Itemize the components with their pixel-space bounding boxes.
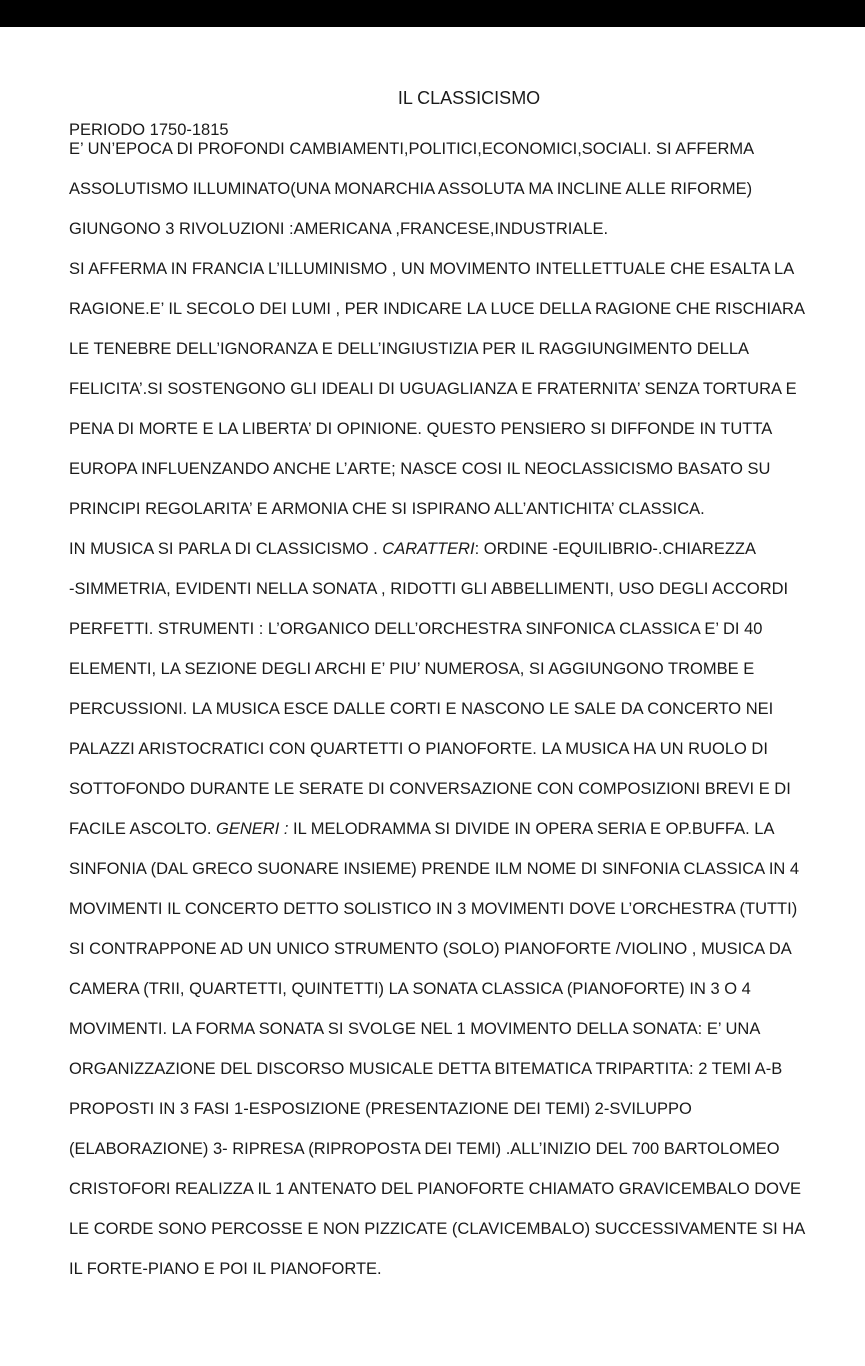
italic-label: CARATTERI: [382, 540, 475, 558]
text-line: [69, 534, 865, 574]
text-line: RAGIONE.E’ IL SECOLO DEI LUMI , PER INDICARE LA LUCE DELLA RAGIONE CHE RISCHIARA: [69, 300, 805, 318]
text-segment: IL MELODRAMMA SI DIVIDE IN OPERA SERIA E OP.BUFFA. LA: [288, 820, 775, 838]
text-line: CAMERA (TRII, QUARTETTI, QUINTETTI) LA SONATA CLASSICA (PIANOFORTE) IN 3 O 4: [69, 980, 751, 998]
text-line: LE TENEBRE DELL’IGNORANZA E DELL’INGIUSTIZIA PER IL RAGGIUNGIMENTO DELLA: [69, 340, 750, 358]
text-line: E’ UN’EPOCA DI PROFONDI CAMBIAMENTI,POLITICI,ECONOMICI,SOCIALI. SI AFFERMA: [69, 140, 755, 158]
text-segment: IN MUSICA SI PARLA DI CLASSICISMO .: [69, 540, 383, 558]
text-line: GIUNGONO 3 RIVOLUZIONI :AMERICANA ,FRANCESE,INDUSTRIALE.: [69, 220, 609, 238]
text-line: SINFONIA (DAL GRECO SUONARE INSIEME) PRENDE ILM NOME DI SINFONIA CLASSICA IN 4: [69, 860, 800, 878]
text-line: IL FORTE-PIANO E POI IL PIANOFORTE.: [69, 1260, 382, 1278]
text-line: PERCUSSIONI. LA MUSICA ESCE DALLE CORTI E NASCONO LE SALE DA CONCERTO NEI: [69, 700, 774, 718]
text-line: LE CORDE SONO PERCOSSE E NON PIZZICATE (CLAVICEMBALO) SUCCESSIVAMENTE SI HA: [69, 1220, 806, 1238]
text-line: MOVIMENTI IL CONCERTO DETTO SOLISTICO IN 3 MOVIMENTI DOVE L’ORCHESTRA (TUTTI): [69, 900, 798, 918]
text-line: ELEMENTI, LA SEZIONE DEGLI ARCHI E’ PIU’ NUMEROSA, SI AGGIUNGONO TROMBE E: [69, 660, 755, 678]
text-line: SI CONTRAPPONE AD UN UNICO STRUMENTO (SOLO) PIANOFORTE /VIOLINO , MUSICA DA: [69, 940, 792, 958]
text-line: [69, 814, 865, 854]
text-segment: : ORDINE -EQUILIBRIO-.CHIAREZZA: [474, 540, 757, 558]
period-line: PERIODO 1750-1815: [69, 121, 229, 139]
italic-label: GENERI :: [216, 820, 289, 838]
text-line: (ELABORAZIONE) 3- RIPRESA (RIPROPOSTA DEI TEMI) .ALL’INIZIO DEL 700 BARTOLOMEO: [69, 1140, 780, 1158]
text-line: FELICITA’.SI SOSTENGONO GLI IDEALI DI UGUAGLIANZA E FRATERNITA’ SENZA TORTURA E: [69, 380, 797, 398]
text-line: PRINCIPI REGOLARITA’ E ARMONIA CHE SI ISPIRANO ALL’ANTICHITA’ CLASSICA.: [69, 500, 705, 518]
text-line: PERFETTI. STRUMENTI : L’ORGANICO DELL’ORCHESTRA SINFONICA CLASSICA E’ DI 40: [69, 620, 763, 638]
text-line: ORGANIZZAZIONE DEL DISCORSO MUSICALE DETTA BITEMATICA TRIPARTITA: 2 TEMI A-B: [69, 1060, 783, 1078]
text-line: PENA DI MORTE E LA LIBERTA’ DI OPINIONE. QUESTO PENSIERO SI DIFFONDE IN TUTTA: [69, 420, 773, 438]
text-line: SI AFFERMA IN FRANCIA L’ILLUMINISMO , UN MOVIMENTO INTELLETTUALE CHE ESALTA LA: [69, 260, 795, 278]
text-line: CRISTOFORI REALIZZA IL 1 ANTENATO DEL PIANOFORTE CHIAMATO GRAVICEMBALO DOVE: [69, 1180, 801, 1198]
top-bar: [0, 0, 865, 27]
text-line: PALAZZI ARISTOCRATICI CON QUARTETTI O PIANOFORTE. LA MUSICA HA UN RUOLO DI: [69, 740, 768, 758]
text-segment: FACILE ASCOLTO.: [69, 820, 217, 838]
text-line: EUROPA INFLUENZANDO ANCHE L’ARTE; NASCE COSI IL NEOCLASSICISMO BASATO SU: [69, 460, 771, 478]
text-line: SOTTOFONDO DURANTE LE SERATE DI CONVERSAZIONE CON COMPOSIZIONI BREVI E DI: [69, 780, 791, 798]
document-title: IL CLASSICISMO: [397, 88, 541, 108]
text-line: ASSOLUTISMO ILLUMINATO(UNA MONARCHIA ASSOLUTA MA INCLINE ALLE RIFORME): [69, 180, 753, 198]
text-line: MOVIMENTI. LA FORMA SONATA SI SVOLGE NEL 1 MOVIMENTO DELLA SONATA: E’ UNA: [69, 1020, 761, 1038]
document-body: [69, 134, 865, 1294]
text-line: PROPOSTI IN 3 FASI 1-ESPOSIZIONE (PRESENTAZIONE DEI TEMI) 2-SVILUPPO: [69, 1100, 692, 1118]
text-line: -SIMMETRIA, EVIDENTI NELLA SONATA , RIDOTTI GLI ABBELLIMENTI, USO DEGLI ACCORDI: [69, 580, 789, 598]
